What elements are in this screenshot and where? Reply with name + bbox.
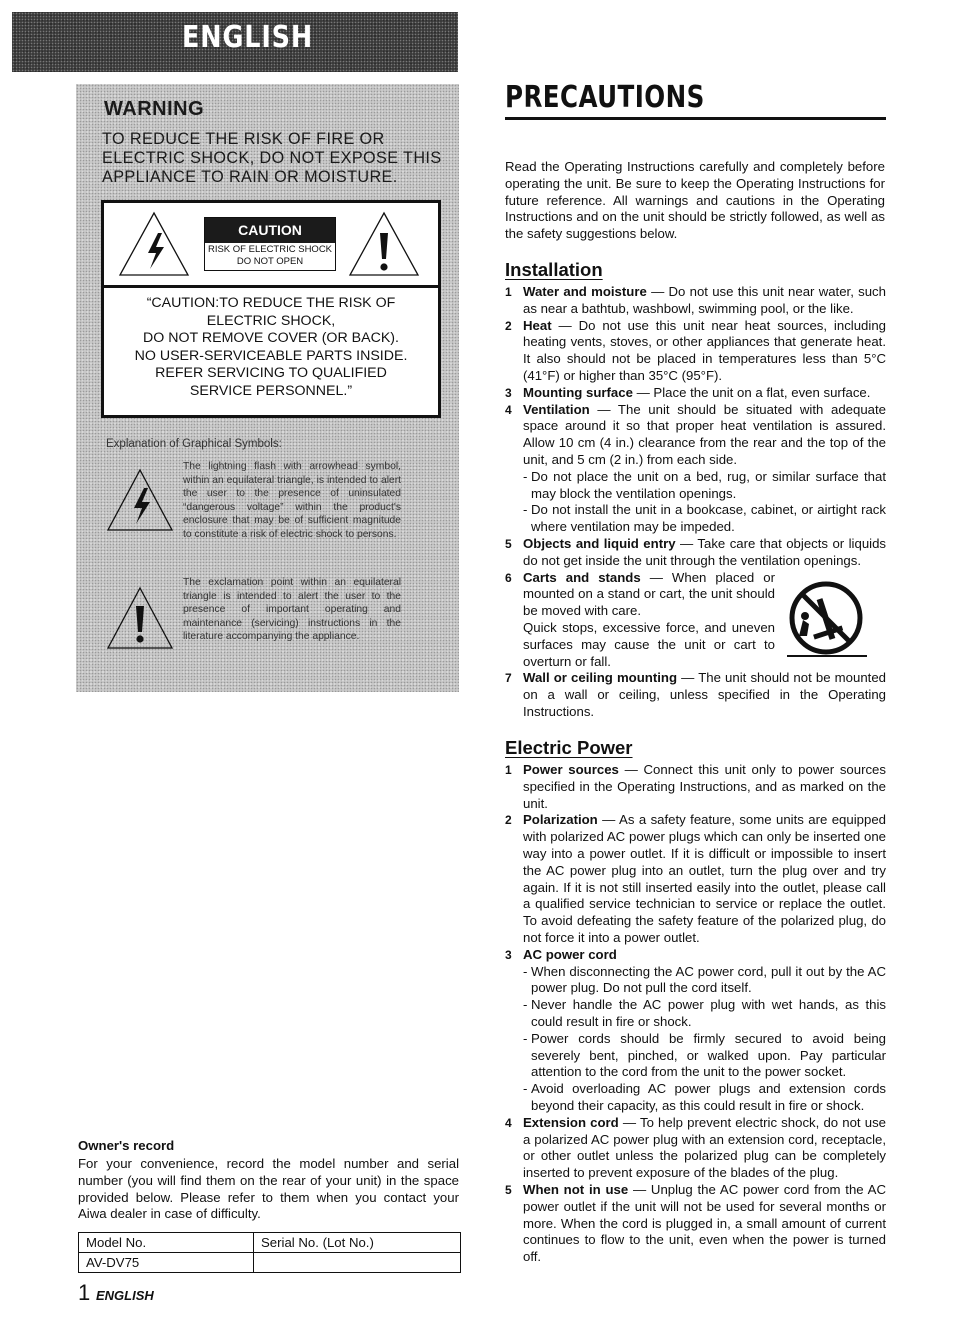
item-text: — Connect this unit only to power sources specified in the Operating Instructions, and as marked on the unit. — [523, 762, 886, 811]
caution-label: CAUTION — [205, 218, 335, 243]
item-text: — To help prevent electric shock, do not use a polarized AC power plug with an extension cord, receptacle, or other outlet unless the polarized plug can be completely inserted to prevent exposure of the blades of the plug. — [523, 1114, 886, 1181]
item-number: 6 — [505, 570, 512, 585]
item-text: — Take care that objects or liquids do not get inside the unit through the ventilation openings. — [523, 535, 887, 568]
list-item — [505, 284, 886, 318]
item-term: Power sources — [523, 762, 619, 777]
list-item — [505, 536, 886, 570]
warning-text: TO REDUCE THE RISK OF FIRE OR ELECTRIC SHOCK, DO NOT EXPOSE THIS APPLIANCE TO RAIN OR MOISTURE. — [102, 130, 442, 186]
installation-heading: Installation — [505, 259, 603, 280]
item-number: 3 — [505, 385, 512, 400]
caution-line: NO USER-SERVICEABLE PARTS INSIDE. — [134, 347, 408, 364]
item-term: Heat — [523, 317, 552, 333]
model-label-cell: Model No. — [79, 1233, 254, 1253]
item-text: — Unplug the AC power cord from the AC power outlet if the unit will not be used for several months or more. When the cord is plugged in, a small amount of current continues to flow to the unit, even when the power is turned off. — [523, 1181, 886, 1265]
item-number: 2 — [505, 813, 512, 828]
caution-line: ELECTRIC SHOCK, — [206, 312, 336, 329]
item-number: 4 — [505, 402, 512, 417]
caution-sub — [205, 243, 335, 270]
caution-line: “CAUTION:TO REDUCE THE RISK OF — [146, 295, 396, 311]
item-term: Extension cord — [523, 1114, 619, 1130]
intro-paragraph: Read the Operating Instructions carefully and completely before operating the unit. Be sure to keep the Operating Instructions for future reference. All warnings and cautions in the Operating Instructions and on the unit should be strictly followed, as well as the safety suggestions below. — [505, 159, 885, 242]
item-term: Objects and liquid entry — [523, 535, 676, 551]
caution-line: DO NOT REMOVE COVER (OR BACK). — [143, 330, 399, 346]
item-number: 5 — [505, 536, 512, 551]
language-banner — [12, 12, 458, 72]
owners-record-body: For your convenience, record the model number and serial number (you will find them on the rear of your unit) in the space provided below. Please refer to them when you contact your Aiwa dealer in case of difficulty. — [78, 1156, 459, 1222]
caution-label-box — [204, 217, 336, 271]
item-number: 5 — [505, 1182, 512, 1197]
item-term: When not in use — [523, 1181, 629, 1197]
lightning-triangle-icon — [118, 211, 190, 277]
list-item — [505, 947, 886, 964]
language-banner-text: ENGLISH — [182, 20, 314, 55]
item-term: Mounting surface — [523, 384, 633, 400]
item-text: — Place the unit on a flat, even surface. — [632, 384, 871, 400]
item-term: AC power cord — [523, 946, 617, 962]
table-row — [79, 1253, 461, 1273]
item-term: Polarization — [523, 812, 598, 828]
sub-item: - Avoid overloading AC power plugs and extension cords beyond their capacity, as this could result in fire or shock. — [505, 1081, 886, 1115]
item-text: — Do not use this unit near water, such as near a bathtub, washbowl, swimming pool, or the like. — [523, 284, 886, 316]
model-value-cell[interactable]: AV-DV75 — [79, 1253, 254, 1273]
exclamation-symbol-explanation: The exclamation point within an equilateral triangle is intended to alert the user to the presence of important operating and maintenance (servicing) instructions in the literature accompanying the appliance. — [183, 577, 401, 642]
cart-tipover-warning-icon — [783, 580, 869, 660]
item-text: — As a safety feature, some units are equipped with polarized AC power plugs which can only be inserted one way into a power outlet. If it is difficult or impossible to insert the AC power plug into an outlet, turn the plug over and try again. If it is not still inserted easily into the outlet, please call a qualified service technician to service or replace the outlet. To avoid defeating the safety feature of the polarized plug, do not force it into a power outlet. — [523, 812, 886, 945]
caution-sub-line: RISK OF ELECTRIC SHOCK — [207, 244, 333, 255]
caution-sub-line: DO NOT OPEN — [236, 256, 304, 267]
caution-line: SERVICE PERSONNEL.” — [189, 382, 353, 399]
warning-heading: WARNING — [104, 98, 205, 120]
sub-item: - Never handle the AC power plug with wet hands, as this could result in fire or shock. — [505, 997, 886, 1031]
warning-panel — [76, 84, 459, 692]
item-extra-text: Quick stops, excessive force, and uneven surfaces may cause the unit or cart to overturn or fall. — [523, 619, 775, 669]
item-text: — The unit should be situated with adequate space around it so that proper heat ventilation is assured. Allow 10 cm (4 in.) clearance from the rear and the top of the unit, and 5 cm (2 in.) from each side. — [523, 401, 886, 467]
item-text: — When placed or mounted on a stand or cart, the unit should be moved with care. — [523, 569, 775, 619]
title-rule — [505, 117, 886, 120]
lightning-symbol-explanation: The lightning flash with arrowhead symbol, within an equilateral triangle, is intended to alert the user to the presence of uninsulated “dangerous voltage” within the product's enclosure that may be of sufficient magnitude to constitute a risk of electric shock to persons. — [183, 461, 401, 540]
electric-power-heading: Electric Power — [505, 737, 633, 758]
item-number: 4 — [505, 1115, 512, 1130]
table-row — [79, 1233, 461, 1253]
item-text: — Do not use this unit near heat sources, including heating vents, stoves, or other appliances that generate heat. It also should not be placed in temperatures less than 5°C (41°F) or higher than 35°C (95°F). — [523, 317, 886, 383]
sub-item: - When disconnecting the AC power cord, pull it out by the AC power plug. Do not pull the cord itself. — [505, 964, 886, 998]
item-number: 1 — [505, 285, 512, 299]
item-term: Ventilation — [523, 401, 590, 417]
page-number: 1 — [78, 1280, 91, 1305]
page-title: PRECAUTIONS — [505, 80, 705, 115]
carts-item-wrap — [505, 570, 886, 671]
exclamation-triangle-icon — [348, 211, 420, 277]
caution-header — [104, 203, 438, 288]
sub-item: - Do not place the unit on a bed, rug, or similar surface that may block the ventilation openings. — [505, 469, 886, 503]
item-number: 2 — [505, 318, 512, 333]
item-term: Wall or ceiling mounting — [523, 670, 678, 686]
owners-record-table — [78, 1232, 461, 1273]
list-item — [505, 1115, 886, 1182]
item-number: 3 — [505, 947, 512, 962]
footer-label: ENGLISH — [96, 1288, 154, 1303]
item-number: 7 — [505, 671, 512, 686]
list-item — [505, 385, 886, 402]
owners-record-heading: Owner's record — [78, 1138, 175, 1153]
caution-line: REFER SERVICING TO QUALIFIED — [155, 365, 387, 381]
exclamation-triangle-icon — [106, 586, 174, 650]
serial-label-cell: Serial No. (Lot No.) — [254, 1233, 461, 1253]
list-item — [505, 812, 886, 946]
item-text: — The unit should not be mounted on a wall or ceiling, unless specified in the Operating Instructions. — [523, 670, 886, 719]
sub-item: - Do not install the unit in a bookcase, cabinet, or airtight rack where ventilation may be impeded. — [505, 502, 886, 536]
sub-item: - Power cords should be firmly secured to avoid being severely bent, pinched, or walked upon. Pay particular attention to the cord from the unit to the power socket. — [505, 1031, 886, 1081]
list-item — [505, 762, 886, 812]
list-item — [505, 402, 886, 469]
list-item — [505, 670, 886, 720]
list-item — [505, 570, 775, 671]
electric-power-list — [505, 762, 886, 1266]
installation-list — [505, 284, 886, 721]
symbols-heading: Explanation of Graphical Symbols: — [106, 438, 282, 450]
item-term: Water and moisture — [523, 284, 647, 299]
caution-box — [101, 200, 441, 418]
serial-value-cell[interactable] — [254, 1253, 461, 1273]
list-item — [505, 318, 886, 385]
list-item — [505, 1182, 886, 1266]
caution-body — [104, 295, 438, 400]
lightning-triangle-icon — [106, 468, 174, 532]
item-term: Carts and stands — [523, 569, 641, 585]
item-number: 1 — [505, 763, 512, 777]
